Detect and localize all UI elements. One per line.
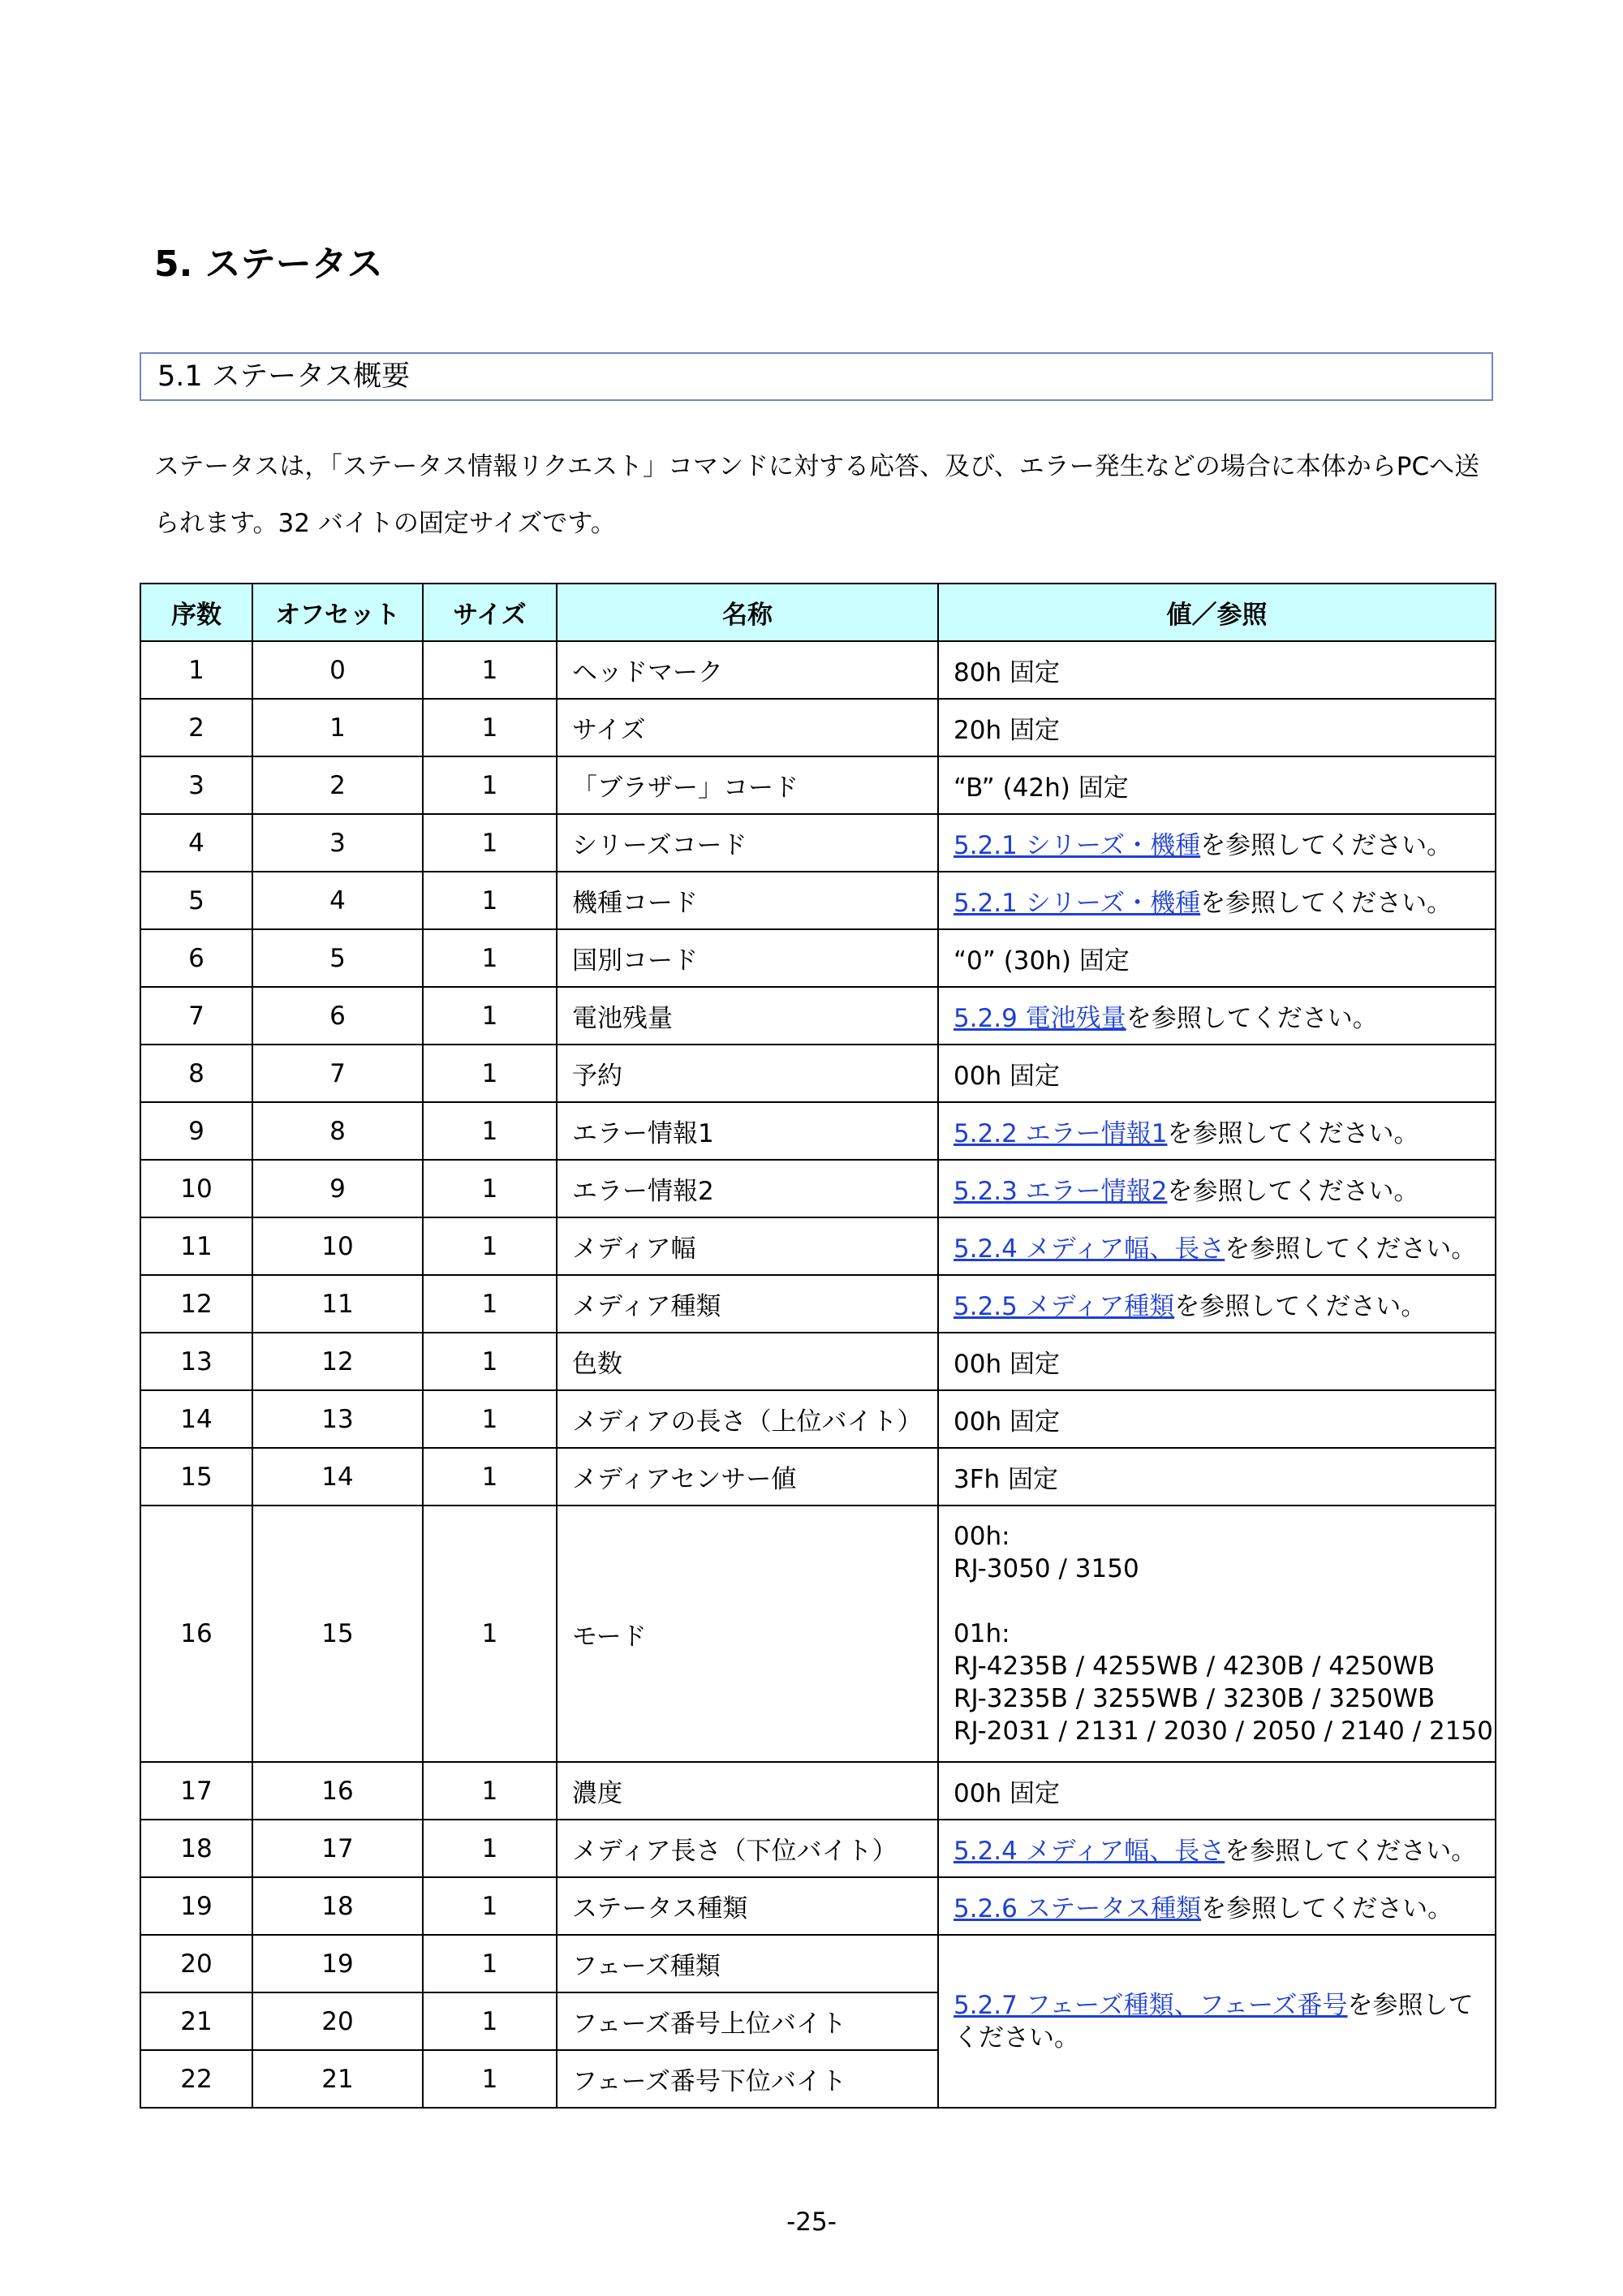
cell-size: 1 bbox=[423, 1762, 557, 1820]
cell-offset: 1 bbox=[252, 699, 423, 756]
cell-offset: 13 bbox=[252, 1390, 423, 1448]
cell-offset: 14 bbox=[252, 1448, 423, 1506]
cell-offset: 17 bbox=[252, 1820, 423, 1877]
cell-no: 20 bbox=[140, 1935, 252, 1992]
intro-line: られます。32 バイトの固定サイズです。 bbox=[154, 509, 616, 538]
table-row bbox=[140, 1935, 1496, 1992]
cell-offset: 20 bbox=[252, 1992, 423, 2050]
cell-size: 1 bbox=[423, 929, 557, 987]
cell-no: 5 bbox=[140, 872, 252, 929]
reference-link[interactable]: 5.2.2 エラー情報1 bbox=[954, 1119, 1168, 1148]
cell-value: 00h 固定 bbox=[938, 1045, 1496, 1102]
cell-name: シリーズコード bbox=[557, 814, 938, 872]
cell-name: 「ブラザー」コード bbox=[557, 756, 938, 814]
cell-value-merged bbox=[938, 1935, 1496, 2108]
mode-line: RJ-2031 / 2131 / 2030 / 2050 / 2140 / 2150 bbox=[954, 1717, 1493, 1746]
mode-line: 00h: bbox=[954, 1522, 1010, 1551]
table-row bbox=[140, 872, 1496, 929]
cell-value bbox=[938, 1820, 1496, 1877]
cell-no: 15 bbox=[140, 1448, 252, 1506]
table-row bbox=[140, 1102, 1496, 1160]
mode-line bbox=[954, 1585, 1495, 1618]
reference-suffix: を参照してください。 bbox=[1167, 1177, 1419, 1206]
status-table bbox=[140, 583, 1496, 2109]
cell-name: 機種コード bbox=[557, 872, 938, 929]
table-row bbox=[140, 1160, 1496, 1217]
cell-name: 電池残量 bbox=[557, 987, 938, 1045]
cell-no: 9 bbox=[140, 1102, 252, 1160]
cell-no: 16 bbox=[140, 1506, 252, 1762]
reference-suffix: を参照してください。 bbox=[1126, 1004, 1378, 1033]
cell-name: ステータス種類 bbox=[557, 1877, 938, 1935]
cell-size: 1 bbox=[423, 1102, 557, 1160]
cell-offset: 8 bbox=[252, 1102, 423, 1160]
reference-suffix: を参照して bbox=[1347, 1990, 1474, 2020]
cell-name: メディアの長さ（上位バイト） bbox=[557, 1390, 938, 1448]
cell-name: フェーズ番号上位バイト bbox=[557, 1992, 938, 2050]
cell-no: 2 bbox=[140, 699, 252, 756]
table-row bbox=[140, 1877, 1496, 1935]
cell-no: 17 bbox=[140, 1762, 252, 1820]
mode-line: RJ-3235B / 3255WB / 3230B / 3250WB bbox=[954, 1684, 1436, 1713]
reference-suffix: を参照してください。 bbox=[1225, 1837, 1477, 1866]
cell-value: 20h 固定 bbox=[938, 699, 1496, 756]
cell-no: 10 bbox=[140, 1160, 252, 1217]
cell-offset: 3 bbox=[252, 814, 423, 872]
cell-offset: 21 bbox=[252, 2050, 423, 2108]
cell-size: 1 bbox=[423, 1820, 557, 1877]
cell-value bbox=[938, 1102, 1496, 1160]
cell-value bbox=[938, 1160, 1496, 1217]
cell-offset: 16 bbox=[252, 1762, 423, 1820]
cell-value: “B” (42h) 固定 bbox=[938, 756, 1496, 814]
cell-value bbox=[938, 987, 1496, 1045]
cell-no: 19 bbox=[140, 1877, 252, 1935]
cell-no: 12 bbox=[140, 1275, 252, 1333]
cell-name: 濃度 bbox=[557, 1762, 938, 1820]
cell-offset: 11 bbox=[252, 1275, 423, 1333]
cell-offset: 0 bbox=[252, 641, 423, 699]
table-body bbox=[140, 641, 1496, 2108]
cell-size: 1 bbox=[423, 1045, 557, 1102]
reference-suffix: を参照してください。 bbox=[1174, 1292, 1427, 1321]
mode-line: RJ-4235B / 4255WB / 4230B / 4250WB bbox=[954, 1652, 1436, 1681]
reference-link[interactable]: 5.2.1 シリーズ・機種 bbox=[954, 831, 1201, 860]
cell-value bbox=[938, 814, 1496, 872]
cell-name: エラー情報2 bbox=[557, 1160, 938, 1217]
cell-no: 21 bbox=[140, 1992, 252, 2050]
table-row bbox=[140, 929, 1496, 987]
cell-name: エラー情報1 bbox=[557, 1102, 938, 1160]
cell-size: 1 bbox=[423, 872, 557, 929]
reference-suffix: を参照してください。 bbox=[1200, 889, 1453, 918]
cell-offset: 4 bbox=[252, 872, 423, 929]
cell-no: 7 bbox=[140, 987, 252, 1045]
header-offset: オフセット bbox=[252, 584, 423, 641]
merged-line-2: ください。 bbox=[954, 2022, 1079, 2053]
cell-size: 1 bbox=[423, 1935, 557, 1992]
cell-offset: 5 bbox=[252, 929, 423, 987]
cell-no: 6 bbox=[140, 929, 252, 987]
table-row bbox=[140, 1333, 1496, 1390]
cell-size: 1 bbox=[423, 1992, 557, 2050]
page-number: -25- bbox=[786, 2208, 837, 2237]
reference-suffix: を参照してください。 bbox=[1200, 831, 1453, 860]
table-row bbox=[140, 1217, 1496, 1275]
cell-offset: 9 bbox=[252, 1160, 423, 1217]
cell-size: 1 bbox=[423, 814, 557, 872]
cell-no: 1 bbox=[140, 641, 252, 699]
cell-value bbox=[938, 1877, 1496, 1935]
intro-line: ステータスは，「ステータス情報リクエスト」コマンドに対する応答、及び、エラー発生などの場合に本体からPCへ送 bbox=[154, 452, 1480, 481]
header-name: 名称 bbox=[557, 584, 938, 641]
cell-name: モード bbox=[557, 1506, 938, 1762]
section-heading: 5. ステータス bbox=[154, 243, 383, 285]
reference-link[interactable]: 5.2.5 メディア種類 bbox=[954, 1292, 1175, 1321]
subsection-heading-box bbox=[140, 352, 1493, 401]
header-value: 値／参照 bbox=[938, 584, 1496, 641]
mode-line: RJ-3050 / 3150 bbox=[954, 1554, 1139, 1583]
cell-size: 1 bbox=[423, 699, 557, 756]
intro-paragraph bbox=[154, 438, 1501, 552]
cell-offset: 2 bbox=[252, 756, 423, 814]
cell-no: 18 bbox=[140, 1820, 252, 1877]
cell-size: 1 bbox=[423, 987, 557, 1045]
table-row bbox=[140, 814, 1496, 872]
table-header-row bbox=[140, 584, 1496, 641]
cell-value: 00h 固定 bbox=[938, 1762, 1496, 1820]
cell-offset: 19 bbox=[252, 1935, 423, 1992]
reference-link[interactable]: 5.2.1 シリーズ・機種 bbox=[954, 889, 1201, 918]
cell-size: 1 bbox=[423, 2050, 557, 2108]
cell-name: フェーズ種類 bbox=[557, 1935, 938, 1992]
cell-size: 1 bbox=[423, 1217, 557, 1275]
reference-suffix: を参照してください。 bbox=[1201, 1894, 1453, 1923]
reference-link[interactable]: 5.2.4 メディア幅、長さ bbox=[954, 1234, 1225, 1264]
reference-link[interactable]: 5.2.3 エラー情報2 bbox=[954, 1177, 1168, 1206]
reference-link[interactable]: 5.2.7 フェーズ種類、フェーズ番号 bbox=[954, 1990, 1348, 2020]
cell-offset: 18 bbox=[252, 1877, 423, 1935]
cell-offset: 6 bbox=[252, 987, 423, 1045]
table-row bbox=[140, 1390, 1496, 1448]
cell-value: 00h 固定 bbox=[938, 1333, 1496, 1390]
cell-size: 1 bbox=[423, 1333, 557, 1390]
cell-no: 11 bbox=[140, 1217, 252, 1275]
cell-value: 3Fh 固定 bbox=[938, 1448, 1496, 1506]
table-row bbox=[140, 1045, 1496, 1102]
cell-size: 1 bbox=[423, 1877, 557, 1935]
cell-name: サイズ bbox=[557, 699, 938, 756]
cell-value: 00h 固定 bbox=[938, 1390, 1496, 1448]
cell-offset: 15 bbox=[252, 1506, 423, 1762]
cell-size: 1 bbox=[423, 1160, 557, 1217]
cell-value bbox=[938, 1275, 1496, 1333]
cell-no: 14 bbox=[140, 1390, 252, 1448]
table-row bbox=[140, 1820, 1496, 1877]
reference-link[interactable]: 5.2.4 メディア幅、長さ bbox=[954, 1837, 1225, 1866]
cell-offset: 7 bbox=[252, 1045, 423, 1102]
table-row bbox=[140, 987, 1496, 1045]
cell-value: 80h 固定 bbox=[938, 641, 1496, 699]
reference-suffix: を参照してください。 bbox=[1225, 1234, 1477, 1264]
cell-size: 1 bbox=[423, 1275, 557, 1333]
cell-value-mode bbox=[938, 1506, 1496, 1762]
cell-no: 22 bbox=[140, 2050, 252, 2108]
header-size: サイズ bbox=[423, 584, 557, 641]
cell-size: 1 bbox=[423, 756, 557, 814]
table-row bbox=[140, 641, 1496, 699]
cell-offset: 10 bbox=[252, 1217, 423, 1275]
cell-no: 8 bbox=[140, 1045, 252, 1102]
cell-no: 3 bbox=[140, 756, 252, 814]
cell-name: フェーズ番号下位バイト bbox=[557, 2050, 938, 2108]
cell-name: メディア長さ（下位バイト） bbox=[557, 1820, 938, 1877]
cell-name: メディア幅 bbox=[557, 1217, 938, 1275]
cell-name: メディアセンサー値 bbox=[557, 1448, 938, 1506]
header-no: 序数 bbox=[140, 584, 252, 641]
cell-name: メディア種類 bbox=[557, 1275, 938, 1333]
table-row bbox=[140, 1506, 1496, 1762]
cell-name: 色数 bbox=[557, 1333, 938, 1390]
subsection-heading: 5.1 ステータス概要 bbox=[157, 360, 411, 393]
table-row bbox=[140, 1275, 1496, 1333]
cell-size: 1 bbox=[423, 1506, 557, 1762]
table-row bbox=[140, 1762, 1496, 1820]
cell-offset: 12 bbox=[252, 1333, 423, 1390]
cell-value: “0” (30h) 固定 bbox=[938, 929, 1496, 987]
cell-name: 予約 bbox=[557, 1045, 938, 1102]
table-row bbox=[140, 699, 1496, 756]
mode-line: 01h: bbox=[954, 1619, 1010, 1648]
table-row bbox=[140, 756, 1496, 814]
cell-no: 4 bbox=[140, 814, 252, 872]
reference-link[interactable]: 5.2.9 電池残量 bbox=[954, 1004, 1126, 1033]
cell-size: 1 bbox=[423, 641, 557, 699]
cell-name: 国別コード bbox=[557, 929, 938, 987]
cell-size: 1 bbox=[423, 1448, 557, 1506]
cell-size: 1 bbox=[423, 1390, 557, 1448]
cell-value bbox=[938, 1217, 1496, 1275]
cell-name: ヘッドマーク bbox=[557, 641, 938, 699]
table-row bbox=[140, 1448, 1496, 1506]
reference-suffix: を参照してください。 bbox=[1167, 1119, 1419, 1148]
cell-value bbox=[938, 872, 1496, 929]
cell-no: 13 bbox=[140, 1333, 252, 1390]
merged-line-1 bbox=[954, 1989, 1495, 2022]
reference-link[interactable]: 5.2.6 ステータス種類 bbox=[954, 1894, 1202, 1923]
